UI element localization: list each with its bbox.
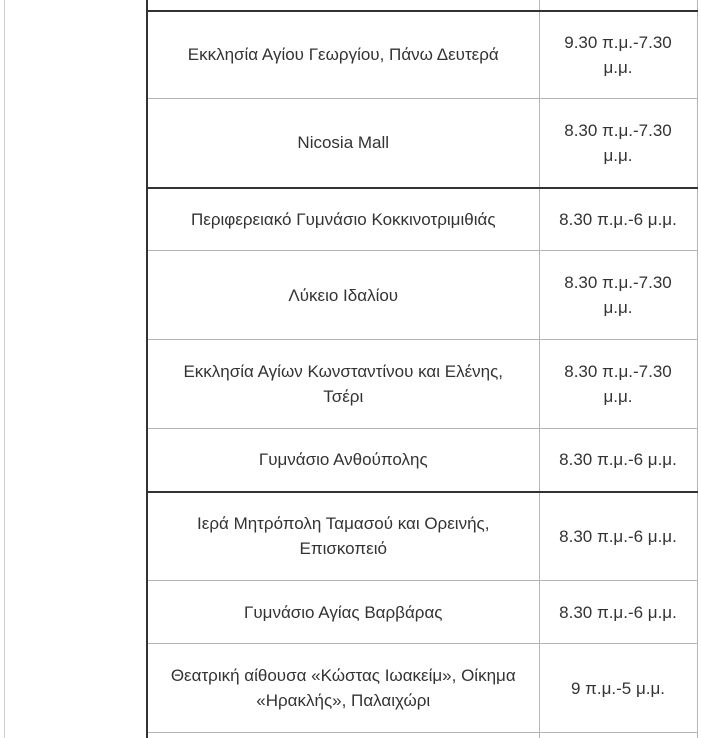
content-left-border xyxy=(4,0,5,738)
location-cell: Περιφερειακό Γυμνάσιο Κοκκινοτριμιθιάς xyxy=(147,188,539,251)
hours-cell: 8.30 π.μ.-6 μ.μ. xyxy=(539,581,697,644)
table-row xyxy=(147,340,697,429)
location-cell: Nicosia Mall xyxy=(147,99,539,188)
hours-cell: 8.30 π.μ.-7.30 μ.μ. xyxy=(539,251,697,340)
hours-cell: 8.30 π.μ.-7.30 μ.μ. xyxy=(539,340,697,429)
location-cell: Ιερά Μητρόπολη Ταμασού και Ορεινής, Επισκοπειό xyxy=(147,492,539,581)
table-row xyxy=(147,188,697,251)
hours-cell: 8.30 π.μ.-6 μ.μ. xyxy=(539,188,697,251)
hours-cell: 8.30 π.μ.-6 μ.μ. xyxy=(539,429,697,492)
location-cell xyxy=(147,0,539,11)
testing-locations-table xyxy=(146,0,698,738)
location-cell: Γυμνάσιο Αγίας Βαρβάρας xyxy=(147,581,539,644)
location-cell: Εκκλησία Αγίου Γεωργίου, Πάνω Δευτερά xyxy=(147,11,539,99)
table-row xyxy=(147,581,697,644)
location-cell: Λύκειο Ιδαλίου xyxy=(147,251,539,340)
location-cell xyxy=(147,733,539,738)
location-cell: Εκκλησία Αγίων Κωνσταντίνου και Ελένης, Τσέρι xyxy=(147,340,539,429)
table-row xyxy=(147,733,697,738)
table-row xyxy=(147,11,697,99)
location-cell: Θεατρική αίθουσα «Κώστας Ιωακείμ», Οίκημα «Ηρακλής», Παλαιχώρι xyxy=(147,644,539,733)
table-row xyxy=(147,251,697,340)
table-row xyxy=(147,492,697,581)
table-row xyxy=(147,429,697,492)
table-row xyxy=(147,99,697,188)
table-row xyxy=(147,0,697,11)
table-row xyxy=(147,644,697,733)
hours-cell xyxy=(539,0,697,11)
hours-cell: 9 π.μ.-5 μ.μ. xyxy=(539,644,697,733)
location-cell: Γυμνάσιο Ανθούπολης xyxy=(147,429,539,492)
hours-cell: 8.30 π.μ.-7.30 μ.μ. xyxy=(539,99,697,188)
hours-cell: 8.30 π.μ.-6 μ.μ. xyxy=(539,492,697,581)
hours-cell xyxy=(539,733,697,738)
hours-cell: 9.30 π.μ.-7.30 μ.μ. xyxy=(539,11,697,99)
